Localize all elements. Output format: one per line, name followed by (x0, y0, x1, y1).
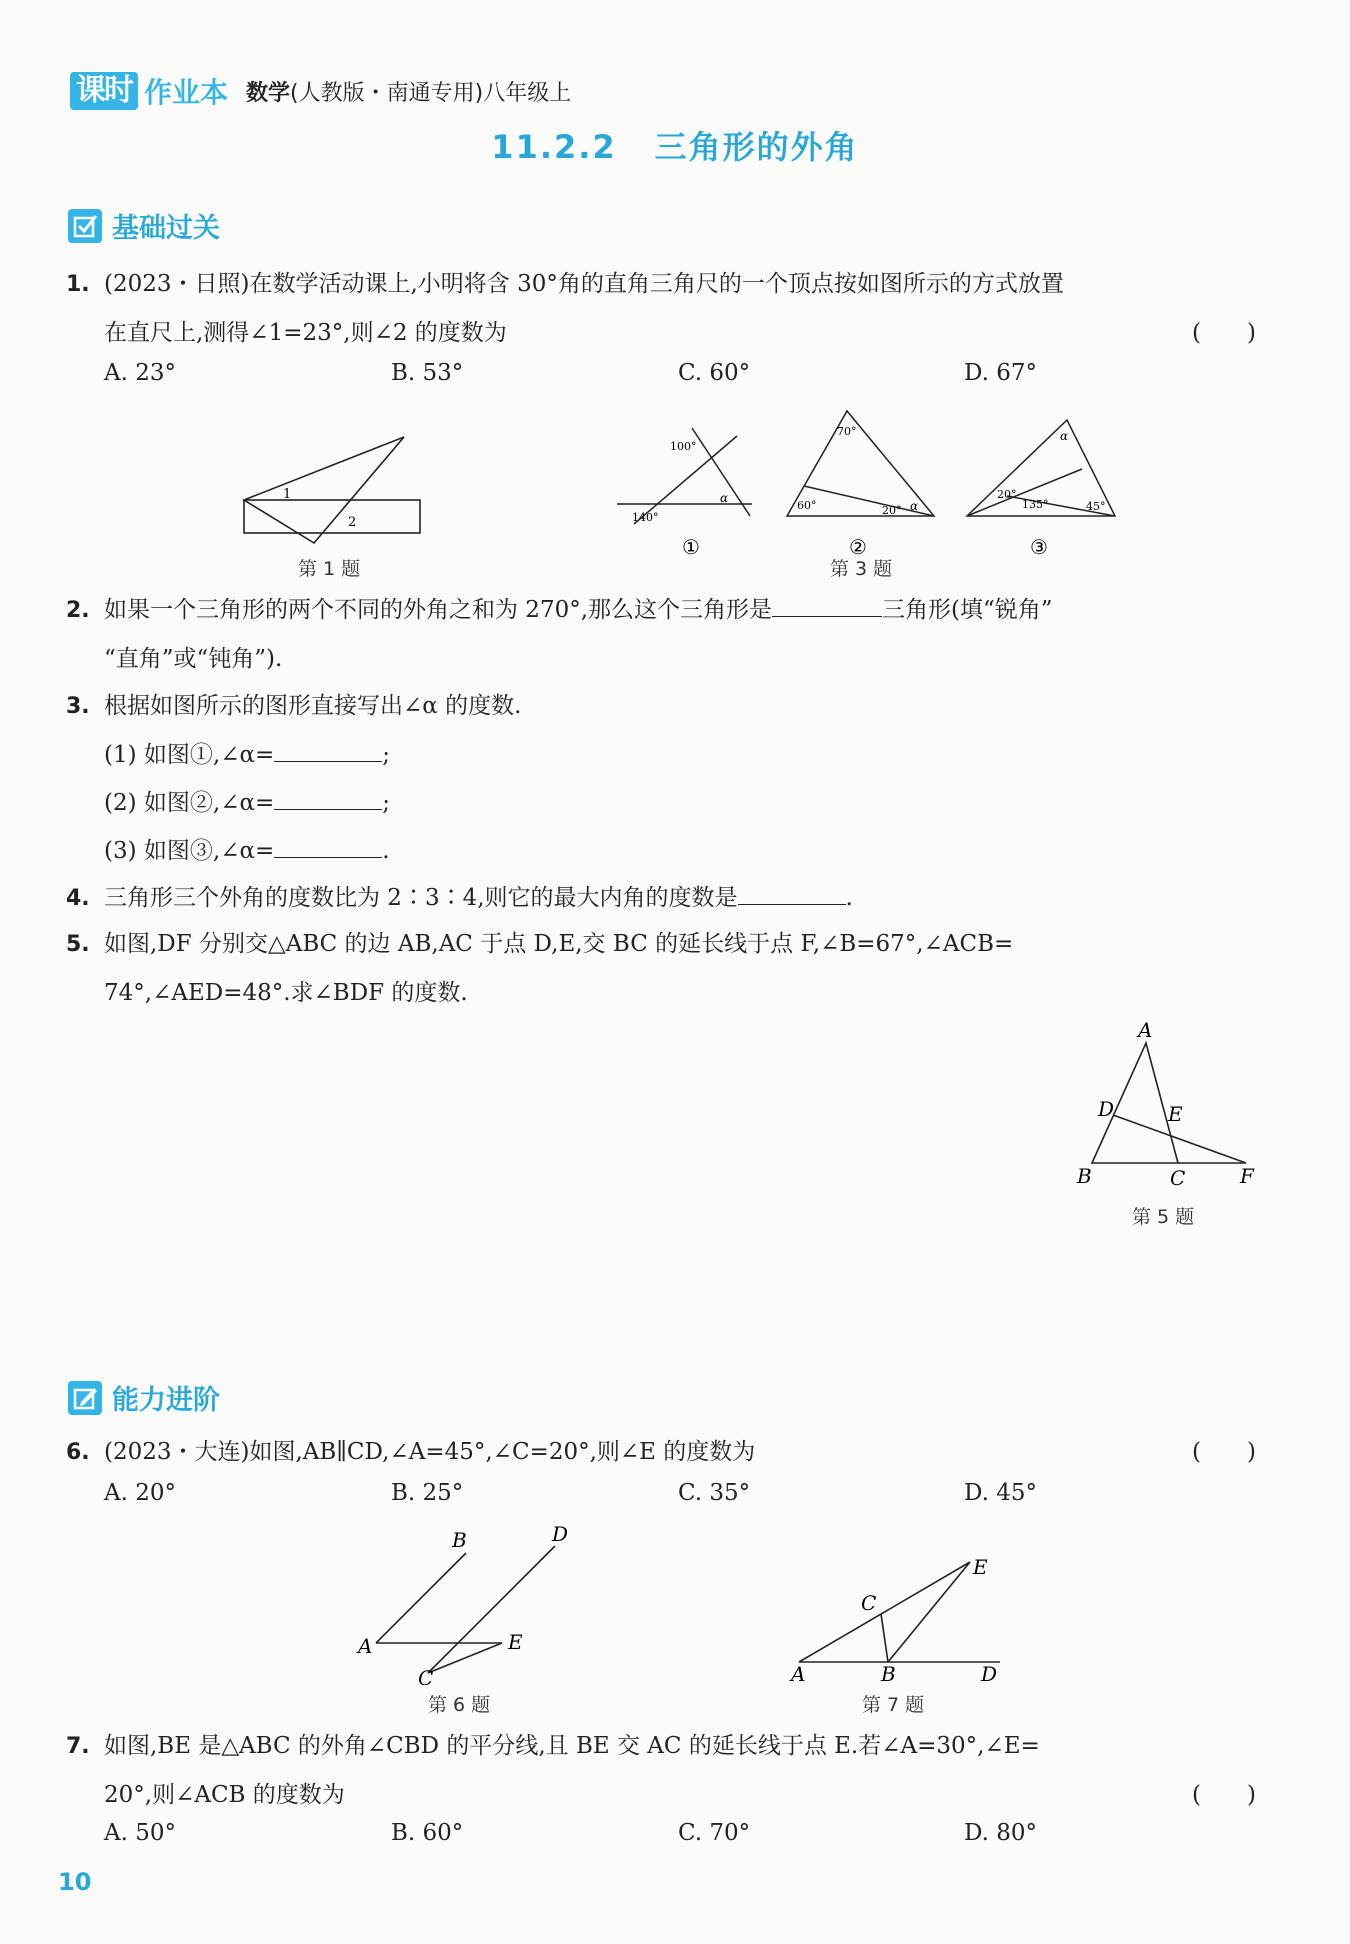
question-text: 根据如图所示的图形直接写出∠α 的度数. (104, 693, 522, 719)
question-text: 20°,则∠ACB 的度数为 (104, 1782, 345, 1808)
point-e-label: E (1168, 1102, 1183, 1126)
question-number: 4. (66, 886, 90, 911)
point-e-label: E (508, 1630, 523, 1654)
fig3-3-alpha: α (1060, 429, 1069, 443)
point-f-label: F (1240, 1164, 1254, 1188)
answer-paren: ( ) (1192, 320, 1256, 346)
section-basic (68, 206, 220, 245)
option-d[interactable]: D. 80° (964, 1820, 1038, 1846)
figure-6-caption: 第 6 题 (428, 1694, 491, 1716)
punct: . (382, 838, 390, 864)
point-d-label: D (552, 1525, 569, 1546)
figure-7-caption: 第 7 题 (862, 1694, 925, 1716)
options-q6 (104, 1480, 1104, 1520)
lesson-title (0, 122, 1350, 168)
subquestion-2: (2) 如图②,∠α= (104, 790, 275, 816)
figure-3-caption: 第 3 题 (830, 558, 893, 580)
figure-3 (612, 406, 1122, 556)
section-advanced-label: 能力进阶 (112, 1385, 220, 1416)
option-b[interactable]: B. 25° (391, 1480, 464, 1506)
question-number: 2. (66, 598, 90, 623)
point-a-label: A (358, 1634, 373, 1658)
fig3-3-angle-45: 45° (1086, 500, 1106, 513)
book-title (246, 76, 571, 107)
fig3-mark-1: ① (682, 535, 700, 556)
logo-box: 课时 (70, 72, 138, 110)
point-b-label: B (452, 1528, 467, 1552)
question-text: 三角形(填“锐角” (882, 597, 1053, 623)
subquestion-3: (3) 如图③,∠α= (104, 838, 275, 864)
point-c-label: C (418, 1666, 434, 1685)
section-basic-label: 基础过关 (112, 213, 220, 244)
angle-1-label: 1 (283, 487, 292, 502)
series-logo (70, 71, 228, 111)
option-c[interactable]: C. 35° (678, 1480, 751, 1506)
punct: ; (382, 790, 391, 816)
book-subject: 数学 (246, 80, 291, 106)
lesson-name: 三角形的外角 (654, 128, 859, 166)
options-q1 (104, 360, 1104, 400)
point-c-label: C (1170, 1166, 1186, 1190)
question-3 (66, 682, 1256, 875)
figure-5 (1060, 1015, 1260, 1195)
question-5 (66, 920, 1256, 1017)
fig3-2-angle-20: 20° (882, 504, 902, 517)
fig3-1-alpha: α (720, 491, 729, 505)
fig3-2-angle-70: 70° (837, 425, 857, 438)
logo-text: 作业本 (144, 76, 229, 109)
answer-blank[interactable] (772, 590, 882, 617)
answer-paren: ( ) (1192, 1782, 1256, 1808)
fig3-1-angle-140: 140° (632, 511, 659, 524)
question-text: 三角形三个外角的度数比为 2∶3∶4,则它的最大内角的度数是 (104, 885, 738, 911)
question-text: (2023・日照)在数学活动课上,小明将含 30°角的直角三角尺的一个顶点按如图所示的方式放置 (104, 271, 1064, 297)
answer-blank[interactable] (738, 878, 846, 905)
question-6 (66, 1428, 1256, 1477)
question-4 (66, 874, 1256, 923)
option-d[interactable]: D. 67° (964, 360, 1038, 386)
figure-1 (230, 425, 430, 550)
option-b[interactable]: B. 60° (391, 1820, 464, 1846)
fig3-2-angle-60: 60° (797, 499, 817, 512)
question-1 (66, 260, 1256, 357)
fig3-3-angle-135: 135° (1022, 498, 1049, 511)
figure-7 (785, 1550, 1005, 1685)
figure-5-caption: 第 5 题 (1132, 1206, 1195, 1228)
question-number: 5. (66, 932, 90, 957)
question-number: 3. (66, 694, 90, 719)
figure-1-caption: 第 1 题 (298, 558, 361, 580)
options-q7 (104, 1820, 1104, 1860)
page-header (70, 68, 571, 114)
option-c[interactable]: C. 60° (678, 360, 751, 386)
point-b-label: B (1077, 1164, 1092, 1188)
option-d[interactable]: D. 45° (964, 1480, 1038, 1506)
question-text: 如图,DF 分别交△ABC 的边 AB,AC 于点 D,E,交 BC 的延长线于点 F,∠B=67°,∠ACB= (104, 931, 1014, 957)
point-c-label: C (861, 1591, 877, 1615)
option-a[interactable]: A. 50° (104, 1820, 176, 1846)
punct: . (845, 885, 853, 911)
option-c[interactable]: C. 70° (678, 1820, 751, 1846)
fig3-1-angle-100: 100° (670, 440, 697, 453)
fig3-3-angle-20: 20° (997, 488, 1017, 501)
question-2 (66, 586, 1256, 683)
question-7 (66, 1722, 1256, 1819)
point-a-label: A (791, 1662, 806, 1685)
question-text: 74°,∠AED=48°.求∠BDF 的度数. (104, 980, 468, 1006)
option-a[interactable]: A. 20° (104, 1480, 176, 1506)
answer-blank[interactable] (274, 735, 382, 762)
lesson-number: 11.2.2 (491, 128, 617, 166)
fig3-mark-2: ② (849, 535, 867, 556)
angle-2-label: 2 (348, 515, 357, 530)
question-number: 6. (66, 1440, 90, 1465)
answer-blank[interactable] (274, 831, 382, 858)
figure-6 (350, 1525, 580, 1685)
question-number: 7. (66, 1734, 90, 1759)
fig3-mark-3: ③ (1030, 535, 1048, 556)
question-text: “直角”或“钝角”). (104, 646, 283, 672)
section-advanced (68, 1378, 220, 1417)
question-text: (2023・大连)如图,AB∥CD,∠A=45°,∠C=20°,则∠E 的度数为 (104, 1439, 756, 1465)
question-text: 在直尺上,测得∠1=23°,则∠2 的度数为 (104, 320, 507, 346)
option-a[interactable]: A. 23° (104, 360, 176, 386)
edit-icon (68, 1381, 102, 1415)
page-number: 10 (58, 1868, 92, 1896)
question-text: 如图,BE 是△ABC 的外角∠CBD 的平分线,且 BE 交 AC 的延长线于点 E.若∠A=30°,∠E= (104, 1733, 1040, 1759)
book-edition: (人教版・南通专用)八年级上 (290, 80, 572, 106)
point-b-label: B (881, 1662, 896, 1685)
checkbox-icon (68, 209, 102, 243)
punct: ; (382, 742, 391, 768)
answer-paren: ( ) (1192, 1439, 1256, 1465)
point-d-label: D (981, 1662, 998, 1685)
question-text: 如果一个三角形的两个不同的外角之和为 270°,那么这个三角形是 (104, 597, 773, 623)
answer-blank[interactable] (274, 783, 382, 810)
option-b[interactable]: B. 53° (391, 360, 464, 386)
fig3-2-alpha: α (910, 499, 919, 513)
question-number: 1. (66, 272, 90, 297)
point-a-label: A (1138, 1018, 1153, 1042)
point-d-label: D (1098, 1097, 1115, 1121)
point-e-label: E (973, 1555, 988, 1579)
subquestion-1: (1) 如图①,∠α= (104, 742, 275, 768)
